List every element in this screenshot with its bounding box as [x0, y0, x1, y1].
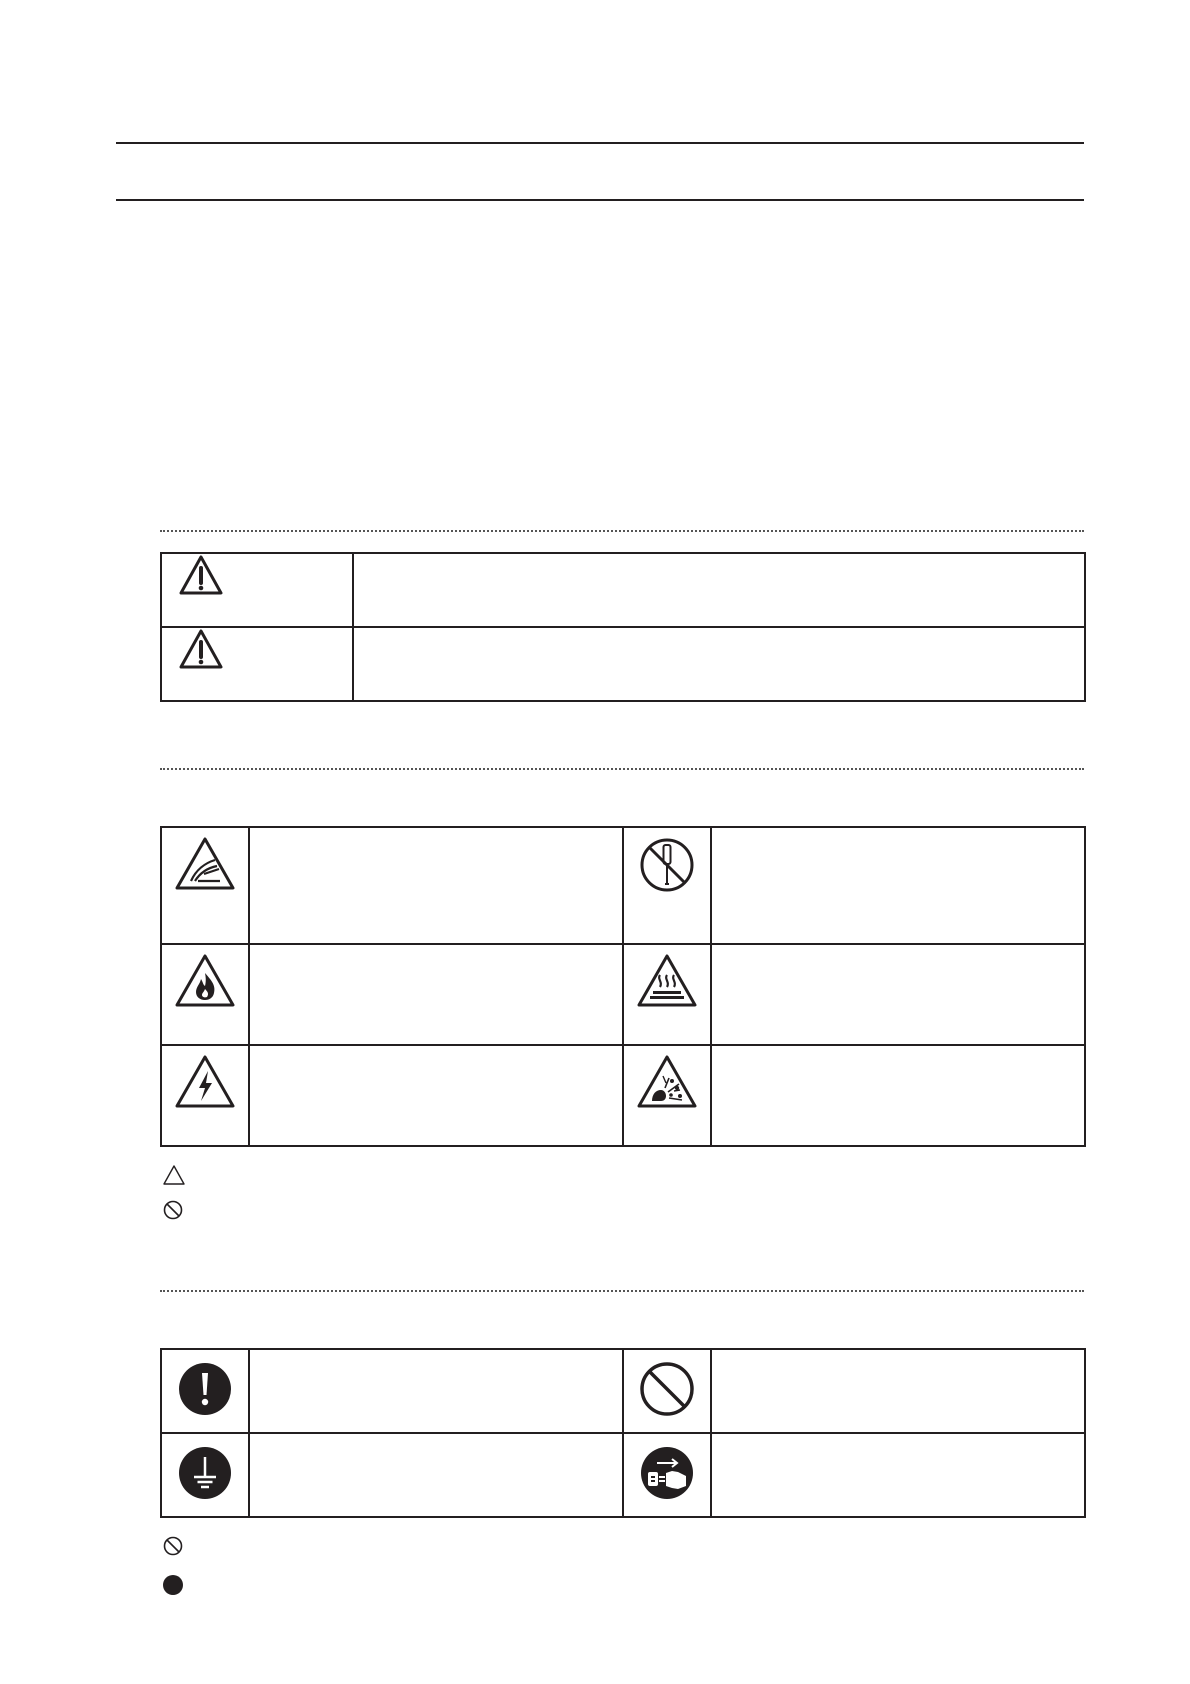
fire-hazard-icon — [174, 953, 236, 1009]
icon-cell — [623, 1433, 711, 1517]
icon-cell — [161, 1045, 249, 1146]
symbol-note — [162, 1535, 194, 1557]
symbol-description — [711, 827, 1085, 944]
symbol-note — [162, 1164, 196, 1186]
table-row — [161, 944, 1085, 1045]
prohibition-icon — [638, 1360, 696, 1422]
symbol-description — [249, 827, 623, 944]
ground-connection-icon — [176, 1444, 234, 1506]
icon-cell — [161, 627, 353, 701]
page-title — [116, 152, 1084, 190]
icon-cell — [161, 1433, 249, 1517]
unplug-power-icon — [638, 1444, 696, 1506]
section-divider — [160, 530, 1084, 532]
symbol-note — [162, 1199, 194, 1221]
title-bottom-rule — [116, 199, 1084, 201]
electric-shock-icon — [174, 1054, 236, 1110]
table-row — [161, 1349, 1085, 1433]
symbol-description — [711, 1433, 1085, 1517]
symbol-description — [249, 944, 623, 1045]
symbol-note — [162, 1574, 194, 1596]
signal-word-description — [353, 627, 1085, 701]
hot-surface-icon — [636, 953, 698, 1009]
mandatory-action-icon — [176, 1360, 234, 1422]
icon-cell — [623, 1045, 711, 1146]
section-divider — [160, 768, 1084, 770]
table-row — [161, 627, 1085, 701]
symbol-description — [249, 1433, 623, 1517]
symbol-description — [249, 1045, 623, 1146]
small-prohibition-icon — [162, 1199, 184, 1221]
table-row — [161, 553, 1085, 627]
table-row — [161, 827, 1085, 944]
symbol-description — [711, 1349, 1085, 1433]
no-disassembly-icon — [638, 836, 696, 894]
pinch-hazard-icon — [174, 836, 236, 892]
symbol-description — [249, 1349, 623, 1433]
instruction-symbol-table — [160, 1348, 1086, 1518]
signal-word-description — [353, 553, 1085, 627]
icon-cell — [161, 827, 249, 944]
symbol-description — [711, 944, 1085, 1045]
small-filled-circle-icon — [162, 1574, 184, 1596]
icon-cell — [623, 827, 711, 944]
small-triangle-icon — [162, 1164, 186, 1186]
icon-cell — [623, 1349, 711, 1433]
caution-triangle-icon — [178, 628, 224, 674]
symbol-description — [711, 1045, 1085, 1146]
title-top-rule — [116, 142, 1084, 144]
icon-cell — [161, 944, 249, 1045]
table-row — [161, 1045, 1085, 1146]
icon-cell — [623, 944, 711, 1045]
signal-word-table — [160, 552, 1086, 702]
table-row — [161, 1433, 1085, 1517]
icon-cell — [161, 553, 353, 627]
section-divider — [160, 1290, 1084, 1292]
small-prohibition-icon — [162, 1535, 184, 1557]
icon-cell — [161, 1349, 249, 1433]
explosion-hazard-icon — [636, 1054, 698, 1110]
warning-symbol-table — [160, 826, 1086, 1147]
warning-triangle-icon — [178, 554, 224, 600]
